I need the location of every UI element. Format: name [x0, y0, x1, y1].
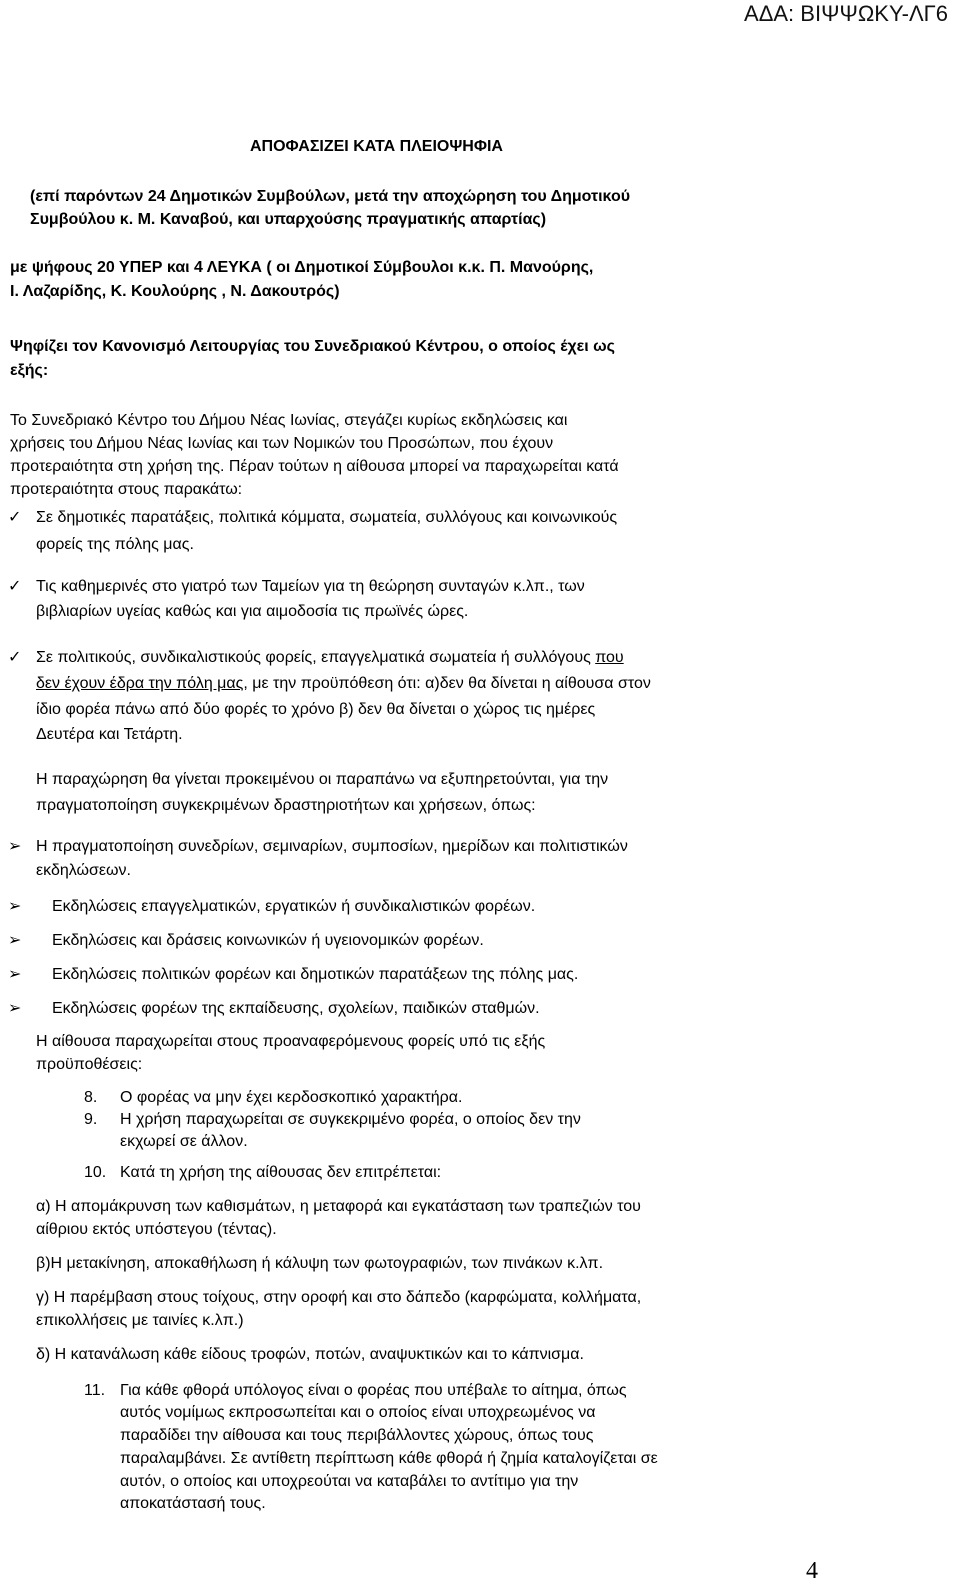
- list-number: 11.: [84, 1382, 106, 1399]
- item-11-line-3: παραδίδει την αίθουσα και τους περιβάλλοντες χώρους, όπως τους: [120, 1427, 594, 1444]
- decision-title: ΑΠΟΦΑΣΙΖΕΙ ΚΑΤΑ ΠΛΕΙΟΨΗΦΙΑ: [250, 138, 503, 155]
- numbered-item-9-line-2: εκχωρεί σε άλλον.: [120, 1133, 248, 1150]
- check-item-3-line-4: Δευτέρα και Τετάρτη.: [36, 726, 183, 743]
- item-11-line-5: αυτόν, ο οποίος και υποχρεούται να καταβάλει το αντίτιμο για την: [120, 1473, 579, 1490]
- arrow-bullet-icon: ➢: [8, 964, 22, 983]
- arrow-item-5: Εκδηλώσεις φορέων της εκπαίδευσης, σχολείων, παιδικών σταθμών.: [52, 1000, 540, 1017]
- arrow-item-3: Εκδηλώσεις και δράσεις κοινωνικών ή υγειονομικών φορέων.: [52, 932, 484, 949]
- check-item-1-line-1: Σε δημοτικές παρατάξεις, πολιτικά κόμματα, σωματεία, συλλόγους και κοινωνικούς: [36, 509, 618, 526]
- votes-line-2: Ι. Λαζαρίδης, Κ. Κουλούρης , Ν. Δακουτρός): [10, 283, 340, 300]
- check-item-1-line-2: φορείς της πόλης μας.: [36, 536, 194, 553]
- numbered-item-9-line-1: Η χρήση παραχωρείται σε συγκεκριμένο φορέα, ο οποίος δεν την: [120, 1111, 581, 1128]
- check-item-3-underlined: που: [595, 649, 624, 666]
- list-number: 8.: [84, 1089, 98, 1106]
- arrow-item-4: Εκδηλώσεις πολιτικών φορέων και δημοτικών παρατάξεων της πόλης μας.: [52, 966, 579, 983]
- arrow-item-1-line-2: εκδηλώσεων.: [36, 862, 131, 879]
- check-item-3-text: Σε πολιτικούς, συνδικαλιστικούς φορείς, επαγγελματικά σωματεία ή συλλόγους: [36, 649, 596, 666]
- votes-line-1: με ψήφους 20 ΥΠΕΡ και 4 ΛΕΥΚΑ ( οι Δημοτικοί Σύμβουλοι κ.κ. Π. Μανούρης,: [10, 259, 594, 276]
- arrow-bullet-icon: ➢: [8, 836, 22, 855]
- arrow-bullet-icon: ➢: [8, 998, 22, 1017]
- prohibition-a-line-1: α) Η απομάκρυνση των καθισμάτων, η μεταφορά και εγκατάσταση των τραπεζιών του: [36, 1198, 641, 1215]
- para2-line-1: Η παραχώρηση θα γίνεται προκειμένου οι παραπάνω να εξυπηρετούνται, για την: [36, 771, 609, 788]
- checkmark-icon: ✓: [8, 647, 22, 666]
- para1-line-4: προτεραιότητα στους παρακάτω:: [10, 481, 243, 498]
- item-11-line-6: αποκατάστασή τους.: [120, 1495, 266, 1512]
- list-number: 9.: [84, 1111, 98, 1128]
- item-11-line-2: αυτός νομίμως εκπροσωπείται και ο οποίος είναι υποχρεωμένος να: [120, 1404, 596, 1421]
- check-item-3-line-2: [36, 674, 651, 694]
- check-item-3-underlined-phrase: δεν έχουν έδρα την πόλη μας: [36, 675, 244, 692]
- presence-line-1: (επί παρόντων 24 Δημοτικών Συμβούλων, μετά την αποχώρηση του Δημοτικού: [30, 188, 631, 205]
- page-number: 4: [806, 1558, 818, 1584]
- numbered-item-8: Ο φορέας να μην έχει κερδοσκοπικό χαρακτήρα.: [120, 1089, 463, 1106]
- check-item-3-text-cont: , με την προϋπόθεση ότι: α)δεν θα δίνεται η αίθουσα στον: [243, 675, 651, 692]
- item-11-line-1: Για κάθε φθορά υπόλογος είναι ο φορέας που υπέβαλε το αίτημα, όπως: [120, 1382, 627, 1399]
- para1-line-2: χρήσεις του Δήμου Νέας Ιωνίας και των Νομικών του Προσώπων, που έχουν: [10, 435, 554, 452]
- prohibition-c-line-1: γ) Η παρέμβαση στους τοίχους, στην οροφή και στο δάπεδο (καρφώματα, κολλήματα,: [36, 1289, 642, 1306]
- arrow-item-1-line-1: Η πραγματοποίηση συνεδρίων, σεμιναρίων, συμποσίων, ημερίδων και πολιτιστικών: [36, 838, 628, 855]
- arrow-item-2: Εκδηλώσεις επαγγελματικών, εργατικών ή συνδικαλιστικών φορέων.: [52, 898, 536, 915]
- numbered-item-10: Κατά τη χρήση της αίθουσας δεν επιτρέπεται:: [120, 1164, 442, 1181]
- list-number: 10.: [84, 1164, 107, 1181]
- check-item-2-line-2: βιβλιαρίων υγείας καθώς και για αιμοδοσία τις πρωϊνές ώρες.: [36, 603, 469, 620]
- checkmark-icon: ✓: [8, 576, 22, 595]
- para3-line-1: Η αίθουσα παραχωρείται στους προαναφερόμενους φορείς υπό τις εξής: [36, 1033, 546, 1050]
- ada-code: ΑΔΑ: ΒΙΨΨΩΚΥ-ΛΓ6: [744, 1, 948, 26]
- prohibition-a-line-2: αίθριου εκτός υπόστεγου (τέντας).: [36, 1221, 277, 1238]
- item-11-line-4: παραλαμβάνει. Σε αντίθετη περίπτωση κάθε φθορά ή ζημία καταλογίζεται σε: [120, 1450, 658, 1467]
- check-item-3-line-3: ίδιο φορέα πάνω από δύο φορές το χρόνο β) δεν θα δίνεται ο χώρος τις ημέρες: [36, 701, 596, 718]
- check-item-3-line-1: [36, 648, 624, 668]
- para3-line-2: προϋποθέσεις:: [36, 1056, 143, 1073]
- arrow-bullet-icon: ➢: [8, 930, 22, 949]
- para2-line-2: πραγματοποίηση συγκεκριμένων δραστηριοτήτων και χρήσεων, όπως:: [36, 797, 536, 814]
- prohibition-d: δ) Η κατανάλωση κάθε είδους τροφών, ποτών, αναψυκτικών και το κάπνισμα.: [36, 1346, 584, 1363]
- presence-line-2: Συμβούλου κ. Μ. Καναβού, και υπαρχούσης πραγματικής απαρτίας): [30, 211, 547, 228]
- prohibition-b: β)Η μετακίνηση, αποκαθήλωση ή κάλυψη των φωτογραφιών, των πινάκων κ.λπ.: [36, 1255, 604, 1272]
- checkmark-icon: ✓: [8, 507, 22, 526]
- intro-line-1: Ψηφίζει τον Κανονισμό Λειτουργίας του Συνεδριακού Κέντρου, ο οποίος έχει ως: [10, 338, 615, 355]
- intro-line-2: εξής:: [10, 362, 49, 379]
- check-item-2-line-1: Τις καθημερινές στο γιατρό των Ταμείων για τη θεώρηση συνταγών κ.λπ., των: [36, 578, 585, 595]
- prohibition-c-line-2: επικολλήσεις με ταινίες κ.λπ.): [36, 1312, 244, 1329]
- para1-line-1: Το Συνεδριακό Κέντρο του Δήμου Νέας Ιωνίας, στεγάζει κυρίως εκδηλώσεις και: [10, 412, 568, 429]
- arrow-bullet-icon: ➢: [8, 896, 22, 915]
- para1-line-3: προτεραιότητα στη χρήση της. Πέραν τούτων η αίθουσα μπορεί να παραχωρείται κατά: [10, 458, 619, 475]
